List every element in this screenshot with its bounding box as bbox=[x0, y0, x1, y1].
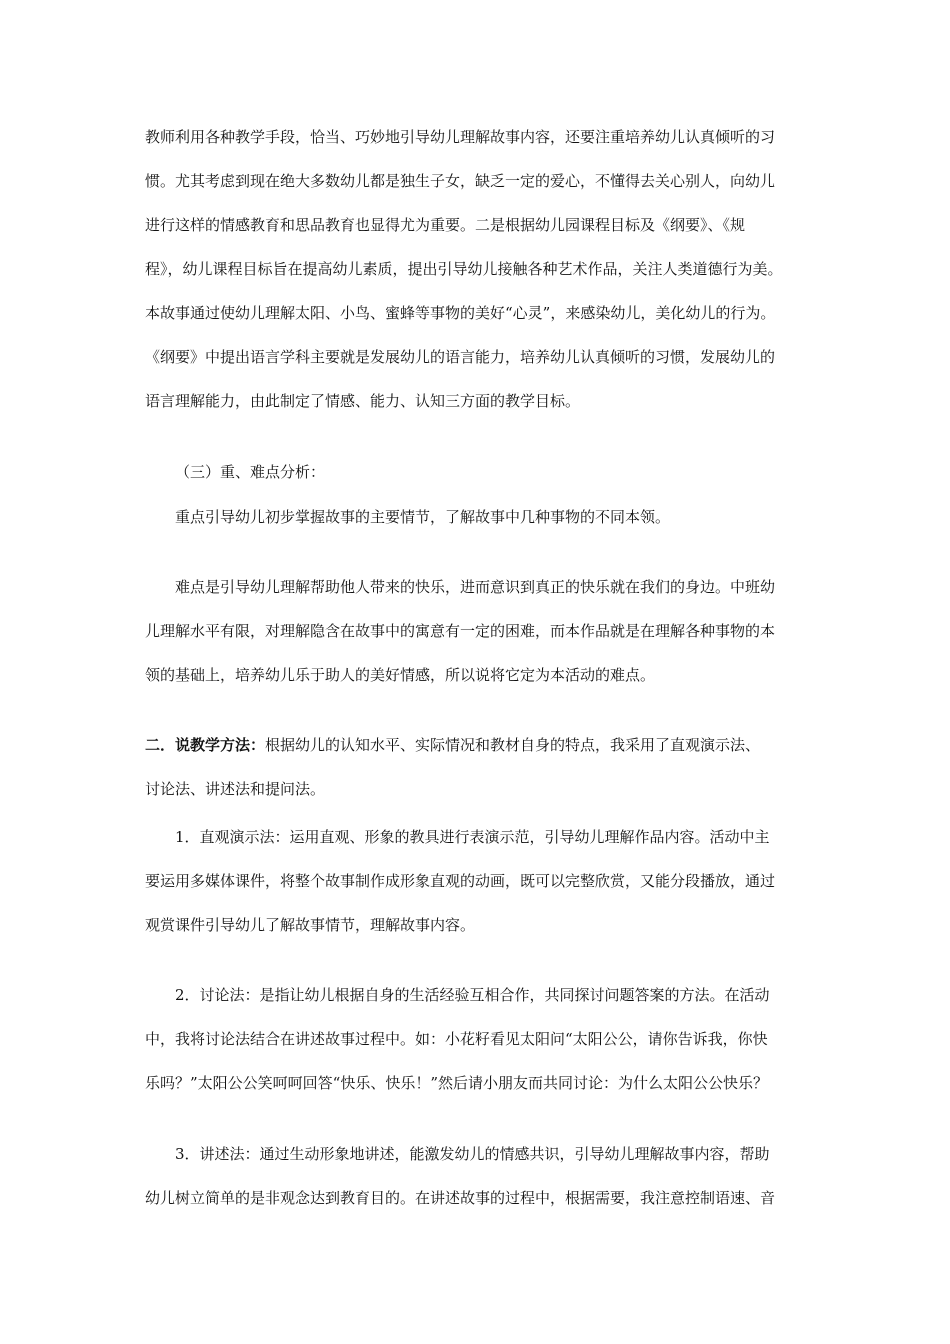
method3-line: 幼儿树立简单的是非观念达到教育目的。在讲述故事的过程中，根据需要，我注意控制语速、音 bbox=[145, 1189, 776, 1207]
paragraph-line: 惯。尤其考虑到现在绝大多数幼儿都是独生子女，缺乏一定的爱心，不懂得去关心别人，向幼儿 bbox=[145, 172, 776, 190]
paragraph-line: 教师利用各种教学手段，恰当、巧妙地引导幼儿理解故事内容，还要注重培养幼儿认真倾听的习 bbox=[145, 128, 776, 146]
difficulty-line: 难点是引导幼儿理解帮助他人带来的快乐，进而意识到真正的快乐就在我们的身边。中班幼 bbox=[175, 578, 776, 596]
methods-heading: 二．说教学方法： bbox=[145, 736, 266, 754]
method2-line: 2．讨论法：是指让幼儿根据自身的生活经验互相合作，共同探讨问题答案的方法。在活动 bbox=[175, 986, 770, 1004]
key-point-text: 重点引导幼儿初步掌握故事的主要情节，了解故事中几种事物的不同本领。 bbox=[175, 508, 671, 526]
paragraph-line: 进行这样的情感教育和思品教育也显得尤为重要。二是根据幼儿园课程目标及《纲要》、《规 bbox=[145, 216, 746, 234]
methods-first-line bbox=[145, 735, 760, 755]
method1-line: 观赏课件引导幼儿了解故事情节，理解故事内容。 bbox=[145, 916, 476, 934]
method1-line: 1．直观演示法：运用直观、形象的教具进行表演示范，引导幼儿理解作品内容。活动中主 bbox=[175, 828, 770, 846]
method1-line: 要运用多媒体课件，将整个故事制作成形象直观的动画，既可以完整欣赏，又能分段播放，通过 bbox=[145, 872, 776, 890]
methods-intro-text: 根据幼儿的认知水平、实际情况和教材自身的特点，我采用了直观演示法、 bbox=[265, 736, 761, 754]
method2-line: 乐吗？”太阳公公笑呵呵回答“快乐、快乐！”然后请小朋友而共同讨论：为什么太阳公公快乐？ bbox=[145, 1074, 769, 1092]
paragraph-line: 程》，幼儿课程目标旨在提高幼儿素质，提出引导幼儿接触各种艺术作品，关注人类道德行为美。 bbox=[145, 260, 783, 278]
difficulty-line: 儿理解水平有限，对理解隐含在故事中的寓意有一定的困难，而本作品就是在理解各种事物的本 bbox=[145, 622, 776, 640]
paragraph-line: 《纲要》中提出语言学科主要就是发展幼儿的语言能力，培养幼儿认真倾听的习惯，发展幼儿的 bbox=[145, 348, 776, 366]
paragraph-line: 语言理解能力，由此制定了情感、能力、认知三方面的教学目标。 bbox=[145, 392, 581, 410]
method3-line: 3．讲述法：通过生动形象地讲述，能激发幼儿的情感共识，引导幼儿理解故事内容，帮助 bbox=[175, 1145, 770, 1163]
methods-intro-line: 讨论法、讲述法和提问法。 bbox=[145, 780, 326, 798]
difficulty-line: 领的基础上，培养幼儿乐于助人的美好情感，所以说将它定为本活动的难点。 bbox=[145, 666, 656, 684]
method2-line: 中，我将讨论法结合在讲述故事过程中。如：小花籽看见太阳问“太阳公公，请你告诉我，你快 bbox=[145, 1030, 768, 1048]
paragraph-line: 本故事通过使幼儿理解太阳、小鸟、蜜蜂等事物的美好“心灵”，来感染幼儿，美化幼儿的行为。 bbox=[145, 304, 776, 322]
section-heading: （三）重、难点分析： bbox=[175, 463, 326, 481]
